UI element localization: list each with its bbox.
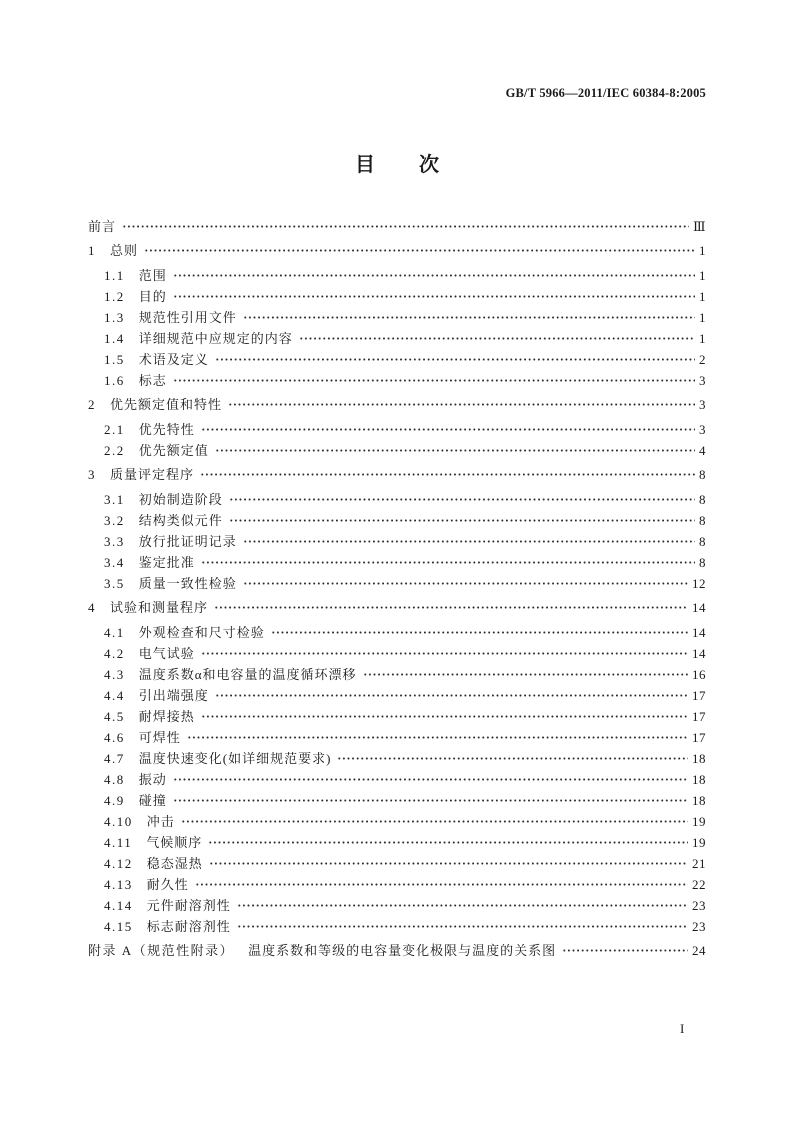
toc-entry bbox=[88, 895, 706, 916]
toc-page-number: 18 bbox=[692, 750, 706, 766]
toc-entry bbox=[88, 531, 706, 552]
toc-title: 稳态湿热 bbox=[146, 855, 203, 871]
toc-entry bbox=[88, 597, 706, 618]
toc-title: 目的 bbox=[138, 288, 167, 304]
toc-title: 电气试验 bbox=[138, 645, 195, 661]
toc-number: 4.7 bbox=[104, 750, 125, 766]
toc-number: 4.11 bbox=[104, 834, 133, 850]
toc-number: 1.6 bbox=[104, 372, 125, 388]
toc-title: 可焊性 bbox=[138, 729, 181, 745]
dot-leader bbox=[173, 769, 688, 790]
toc-entry bbox=[88, 748, 706, 769]
toc-page-number: 18 bbox=[692, 792, 706, 808]
dot-leader bbox=[363, 664, 688, 685]
toc-page-number: 3 bbox=[699, 372, 706, 388]
toc-entry bbox=[88, 790, 706, 811]
toc-entry bbox=[88, 419, 706, 440]
toc-entry bbox=[88, 240, 706, 261]
toc-page-number: 18 bbox=[692, 771, 706, 787]
toc-page-number: 8 bbox=[699, 554, 706, 570]
toc-page-number: 8 bbox=[699, 491, 706, 507]
dot-leader bbox=[208, 832, 688, 853]
toc-page-number: 1 bbox=[699, 243, 706, 258]
dot-leader bbox=[337, 748, 688, 769]
toc-page-number: 14 bbox=[692, 600, 706, 615]
toc-entry bbox=[88, 769, 706, 790]
toc-number: 4.8 bbox=[104, 771, 125, 787]
dot-leader bbox=[181, 811, 688, 832]
dot-leader bbox=[195, 874, 688, 895]
toc-page-number: 8 bbox=[699, 467, 706, 482]
dot-leader bbox=[201, 643, 688, 664]
toc-number: 4.3 bbox=[104, 666, 125, 682]
toc-title: 规范性引用文件 bbox=[138, 309, 237, 325]
toc-number: 3 bbox=[88, 467, 96, 482]
toc-entry bbox=[88, 552, 706, 573]
dot-leader bbox=[562, 940, 688, 961]
toc-title: 引出端强度 bbox=[138, 687, 209, 703]
toc-number: 1.1 bbox=[104, 267, 125, 283]
toc-title: 范围 bbox=[138, 267, 167, 283]
toc-page-number: 1 bbox=[699, 267, 706, 283]
toc-entry bbox=[88, 440, 706, 461]
toc-entry bbox=[88, 643, 706, 664]
toc-page-number: 14 bbox=[692, 645, 706, 661]
toc-title: 试验和测量程序 bbox=[110, 600, 209, 615]
toc-page-number: 16 bbox=[692, 666, 706, 682]
toc-title: 质量评定程序 bbox=[110, 467, 195, 482]
toc-entry bbox=[88, 216, 706, 237]
toc-entry bbox=[88, 394, 706, 415]
toc-entry bbox=[88, 573, 706, 594]
dot-leader bbox=[229, 489, 695, 510]
toc-entry bbox=[88, 685, 706, 706]
toc-entry bbox=[88, 916, 706, 937]
toc-number: 4.10 bbox=[104, 813, 133, 829]
toc-page-number: 17 bbox=[692, 708, 706, 724]
toc-number: 1 bbox=[88, 243, 96, 258]
toc-title: 耐久性 bbox=[146, 876, 189, 892]
dot-leader bbox=[201, 419, 695, 440]
dot-leader bbox=[201, 706, 688, 727]
dot-leader bbox=[122, 216, 689, 237]
table-of-contents bbox=[88, 212, 706, 965]
toc-number: 2 bbox=[88, 397, 96, 412]
toc-title: 总则 bbox=[110, 243, 139, 258]
dot-leader bbox=[237, 916, 688, 937]
toc-entry bbox=[88, 328, 706, 349]
toc-number: 4.12 bbox=[104, 855, 133, 871]
dot-leader bbox=[271, 622, 688, 643]
toc-number: 4.4 bbox=[104, 687, 125, 703]
toc-title: 外观检查和尺寸检验 bbox=[138, 624, 265, 640]
toc-number: 附录 A（规范性附录） bbox=[88, 943, 235, 958]
dot-leader bbox=[229, 510, 695, 531]
toc-entry bbox=[88, 832, 706, 853]
toc-page-number: 8 bbox=[699, 512, 706, 528]
toc-page-number: 12 bbox=[692, 575, 706, 591]
dot-leader bbox=[173, 286, 695, 307]
toc-page-number: 2 bbox=[699, 351, 706, 367]
toc-entry bbox=[88, 940, 706, 961]
toc-title: 元件耐溶剂性 bbox=[146, 897, 231, 913]
toc-title: 前言 bbox=[88, 218, 117, 234]
standard-code-header: GB/T 5966—2011/IEC 60384-8:2005 bbox=[505, 86, 706, 100]
toc-number: 4.5 bbox=[104, 708, 125, 724]
toc-entry bbox=[88, 464, 706, 485]
toc-title: 气候顺序 bbox=[146, 834, 203, 850]
toc-entry bbox=[88, 489, 706, 510]
toc-number: 3.3 bbox=[104, 533, 125, 549]
toc-page-number: 23 bbox=[692, 897, 706, 913]
toc-page-number: 17 bbox=[692, 687, 706, 703]
toc-title: 碰撞 bbox=[138, 792, 167, 808]
toc-entry bbox=[88, 811, 706, 832]
toc-page-number: 24 bbox=[692, 943, 706, 958]
dot-leader bbox=[209, 853, 688, 874]
toc-title: 标志 bbox=[138, 372, 167, 388]
toc-page-number: 19 bbox=[692, 813, 706, 829]
toc-number: 4.6 bbox=[104, 729, 125, 745]
toc-page-number: 17 bbox=[692, 729, 706, 745]
dot-leader bbox=[173, 370, 695, 391]
toc-title: 标志耐溶剂性 bbox=[146, 918, 231, 934]
toc-page-number: 23 bbox=[692, 918, 706, 934]
toc-title: 冲击 bbox=[146, 813, 175, 829]
dot-leader bbox=[215, 349, 695, 370]
toc-number: 4.14 bbox=[104, 897, 133, 913]
toc-page-number: 3 bbox=[699, 421, 706, 437]
toc-entry bbox=[88, 853, 706, 874]
toc-entry bbox=[88, 510, 706, 531]
toc-title: 质量一致性检验 bbox=[138, 575, 237, 591]
dot-leader bbox=[214, 597, 688, 618]
toc-title: 结构类似元件 bbox=[138, 512, 223, 528]
toc-entry bbox=[88, 307, 706, 328]
toc-entry bbox=[88, 370, 706, 391]
toc-number: 3.4 bbox=[104, 554, 125, 570]
dot-leader bbox=[173, 790, 688, 811]
toc-title: 优先额定值 bbox=[138, 442, 209, 458]
dot-leader bbox=[243, 307, 695, 328]
dot-leader bbox=[215, 685, 688, 706]
toc-page-number: 4 bbox=[699, 442, 706, 458]
toc-number: 4.15 bbox=[104, 918, 133, 934]
dot-leader bbox=[200, 464, 695, 485]
toc-page-number: 1 bbox=[699, 288, 706, 304]
toc-number: 1.3 bbox=[104, 309, 125, 325]
toc-number: 3.2 bbox=[104, 512, 125, 528]
toc-title: 初始制造阶段 bbox=[138, 491, 223, 507]
toc-entry bbox=[88, 286, 706, 307]
toc-title: 优先额定值和特性 bbox=[110, 397, 223, 412]
dot-leader bbox=[243, 573, 688, 594]
toc-page-number: 14 bbox=[692, 624, 706, 640]
toc-title: 术语及定义 bbox=[138, 351, 209, 367]
page-title: 目次 bbox=[355, 154, 483, 176]
toc-entry bbox=[88, 622, 706, 643]
toc-title: 温度系数和等级的电容量变化极限与温度的关系图 bbox=[248, 943, 557, 958]
toc-title: 温度快速变化(如详细规范要求) bbox=[138, 750, 332, 766]
toc-title: 详细规范中应规定的内容 bbox=[138, 330, 293, 346]
dot-leader bbox=[144, 240, 695, 261]
toc-page-number: 1 bbox=[699, 330, 706, 346]
toc-number: 2.1 bbox=[104, 421, 125, 437]
toc-title: 鉴定批准 bbox=[138, 554, 195, 570]
toc-entry bbox=[88, 727, 706, 748]
toc-number: 3.1 bbox=[104, 491, 125, 507]
toc-entry bbox=[88, 664, 706, 685]
toc-number: 1.4 bbox=[104, 330, 125, 346]
toc-number: 1.2 bbox=[104, 288, 125, 304]
dot-leader bbox=[173, 265, 695, 286]
dot-leader bbox=[243, 531, 695, 552]
toc-title: 耐焊接热 bbox=[138, 708, 195, 724]
toc-page-number: 21 bbox=[692, 855, 706, 871]
toc-entry bbox=[88, 874, 706, 895]
toc-title: 优先特性 bbox=[138, 421, 195, 437]
toc-page-number: 8 bbox=[699, 533, 706, 549]
toc-number: 1.5 bbox=[104, 351, 125, 367]
dot-leader bbox=[215, 440, 695, 461]
toc-title: 温度系数α和电容量的温度循环漂移 bbox=[138, 666, 357, 682]
toc-entry bbox=[88, 706, 706, 727]
toc-page-number: Ⅲ bbox=[692, 218, 706, 234]
toc-number: 4 bbox=[88, 600, 96, 615]
toc-page-number: 22 bbox=[692, 876, 706, 892]
toc-entry bbox=[88, 265, 706, 286]
dot-leader bbox=[187, 727, 688, 748]
toc-entry bbox=[88, 349, 706, 370]
toc-page-number: 1 bbox=[699, 309, 706, 325]
dot-leader bbox=[228, 394, 695, 415]
page-number: I bbox=[680, 1021, 685, 1036]
toc-number: 4.9 bbox=[104, 792, 125, 808]
toc-title: 放行批证明记录 bbox=[138, 533, 237, 549]
dot-leader bbox=[201, 552, 695, 573]
toc-number: 4.2 bbox=[104, 645, 125, 661]
dot-leader bbox=[299, 328, 695, 349]
toc-number: 2.2 bbox=[104, 442, 125, 458]
dot-leader bbox=[237, 895, 688, 916]
toc-number: 4.1 bbox=[104, 624, 125, 640]
toc-page-number: 19 bbox=[692, 834, 706, 850]
toc-number: 3.5 bbox=[104, 575, 125, 591]
toc-number: 4.13 bbox=[104, 876, 133, 892]
toc-title: 振动 bbox=[138, 771, 167, 787]
toc-page-number: 3 bbox=[699, 397, 706, 412]
